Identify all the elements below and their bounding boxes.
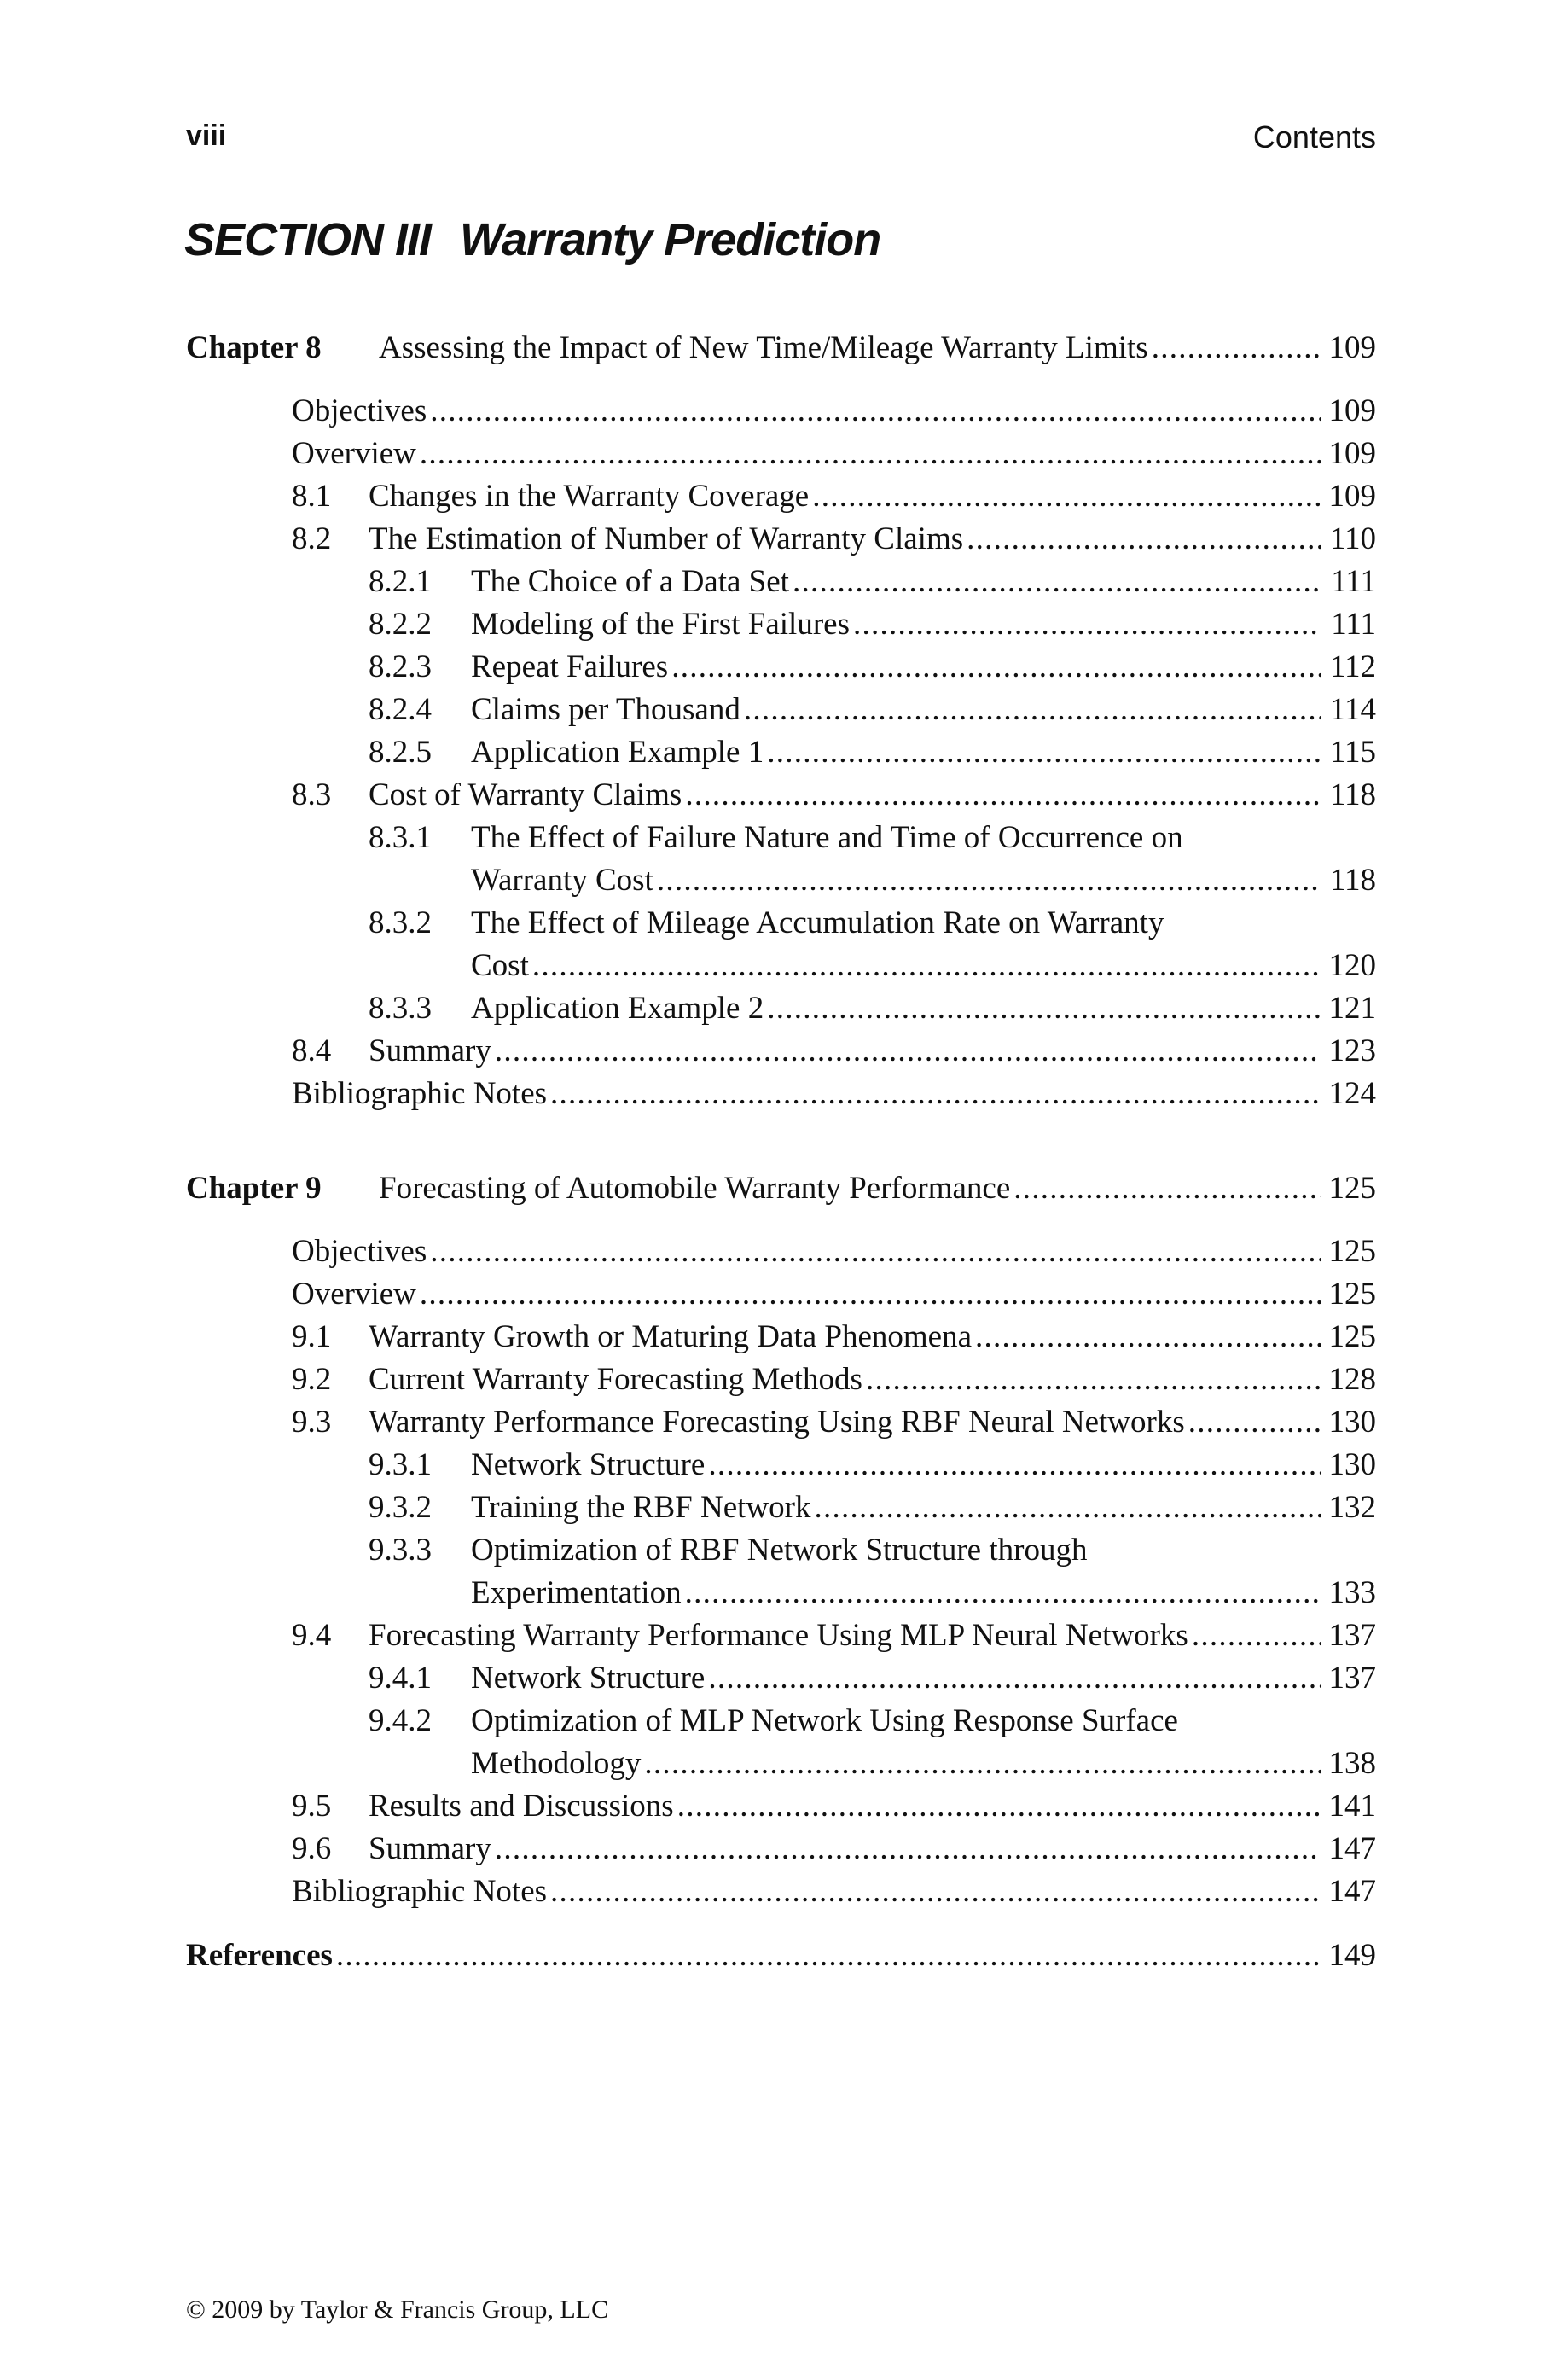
toc-entry-8-2-5[interactable] (186, 731, 1376, 774)
toc-entry-8-4[interactable] (186, 1030, 1376, 1073)
toc-entry-8-3[interactable] (186, 774, 1376, 817)
entry-title: Warranty Performance Forecasting Using RBF Neural Networks (369, 1405, 1185, 1440)
page-number: 115 (1329, 735, 1376, 770)
section-number: 9.4.2 (369, 1703, 432, 1738)
toc-entry-bibliographic-notes[interactable] (186, 1073, 1376, 1115)
entry-title: Application Example 2 (471, 991, 764, 1026)
entry-title: The Effect of Mileage Accumulation Rate on Warranty (471, 905, 1164, 940)
dot-leader (744, 689, 1321, 731)
dot-leader (1192, 1615, 1321, 1657)
page-number: 147 (1328, 1874, 1376, 1909)
entry-title: Application Example 1 (471, 735, 764, 770)
entry-title-continuation: Cost (471, 948, 529, 983)
toc-entry-8-2-1[interactable] (186, 561, 1376, 603)
page-number: 128 (1328, 1362, 1376, 1397)
toc-entry-8-3-2-line1[interactable] (186, 902, 1376, 945)
section-number: 8.3.3 (369, 991, 432, 1026)
toc-entry-8-3-1-line2[interactable] (186, 859, 1376, 902)
table-of-contents (186, 324, 1376, 1977)
section-number: 9.5 (292, 1789, 332, 1824)
entry-title: Overview (292, 1277, 416, 1312)
section-number: 9.1 (292, 1319, 332, 1354)
entry-title: Changes in the Warranty Coverage (369, 479, 810, 514)
dot-leader (420, 1273, 1321, 1316)
page-number: 125 (1328, 1277, 1376, 1312)
chapter-label: Chapter 9 (186, 1171, 322, 1206)
section-number: 8.2.3 (369, 649, 432, 684)
toc-entry-8-3-1-line1[interactable] (186, 817, 1376, 859)
page-number: 125 (1328, 1234, 1376, 1269)
page-number: 118 (1329, 777, 1376, 812)
page-number: 130 (1328, 1405, 1376, 1440)
entry-title: Cost of Warranty Claims (369, 777, 682, 812)
dot-leader (975, 1316, 1321, 1359)
section-number: 8.3.1 (369, 820, 432, 855)
dot-leader (814, 1487, 1321, 1529)
page-number: 112 (1329, 649, 1376, 684)
toc-entry-9-4[interactable] (186, 1615, 1376, 1657)
section-number: 8.2 (292, 521, 332, 556)
toc-entry-overview[interactable] (186, 433, 1376, 475)
dot-leader (495, 1828, 1321, 1871)
entry-title: Network Structure (471, 1447, 706, 1482)
running-head: Contents (1252, 119, 1376, 154)
dot-leader (1188, 1401, 1321, 1444)
entry-title: Forecasting Warranty Performance Using MLP Neural Networks (369, 1618, 1188, 1653)
entry-title: Results and Discussions (369, 1789, 674, 1824)
dot-leader (430, 1231, 1321, 1273)
page-number: 120 (1328, 948, 1376, 983)
dot-leader (767, 731, 1321, 774)
toc-chapter-9[interactable] (186, 1165, 1376, 1212)
toc-entry-8-2[interactable] (186, 518, 1376, 561)
toc-entry-8-2-3[interactable] (186, 646, 1376, 689)
page-number: 124 (1328, 1076, 1376, 1111)
section-number: 9.4.1 (369, 1661, 432, 1696)
dot-leader (708, 1657, 1321, 1700)
section-number: 9.2 (292, 1362, 332, 1397)
section-number: 9.4 (292, 1618, 332, 1653)
toc-entry-9-3-3-line1[interactable] (186, 1529, 1376, 1572)
entry-title: Summary (369, 1033, 491, 1068)
page-folio: viii (186, 119, 227, 152)
toc-entry-8-3-2-line2[interactable] (186, 945, 1376, 987)
toc-entry-9-3-3-line2[interactable] (186, 1572, 1376, 1615)
page-number: 125 (1328, 1319, 1376, 1354)
entry-title-continuation: Warranty Cost (471, 863, 653, 898)
page-number: 109 (1328, 436, 1376, 471)
toc-entry-objectives[interactable] (186, 1231, 1376, 1273)
section-number: 8.2.1 (369, 564, 432, 599)
toc-entry-9-4-1[interactable] (186, 1657, 1376, 1700)
dot-leader (685, 774, 1321, 817)
page-number: 137 (1328, 1618, 1376, 1653)
dot-leader (336, 1935, 1321, 1977)
references-title: References (186, 1938, 333, 1973)
page-number: 138 (1328, 1746, 1376, 1781)
toc-entry-8-3-3[interactable] (186, 987, 1376, 1030)
section-number: 8.1 (292, 479, 332, 514)
dot-leader (550, 1073, 1321, 1115)
entry-title: Claims per Thousand (471, 692, 740, 727)
section-number: 9.3.2 (369, 1490, 432, 1525)
chapter-label: Chapter 8 (186, 330, 322, 365)
page-number: 109 (1328, 330, 1376, 365)
dot-leader (677, 1785, 1321, 1828)
dot-leader (767, 987, 1321, 1030)
section-label: SECTION III (184, 214, 432, 265)
entry-title: Warranty Growth or Maturing Data Phenomena (369, 1319, 973, 1354)
section-title (184, 213, 880, 266)
entry-title: The Choice of a Data Set (471, 564, 789, 599)
page-number: 133 (1328, 1575, 1376, 1610)
page-number: 111 (1331, 607, 1376, 642)
toc-entry-9-3-2[interactable] (186, 1487, 1376, 1529)
toc-entry-overview[interactable] (186, 1273, 1376, 1316)
toc-entry-8-2-4[interactable] (186, 689, 1376, 731)
section-number: 8.3.2 (369, 905, 432, 940)
entry-title: Training the RBF Network (471, 1490, 811, 1525)
dot-leader (532, 945, 1321, 987)
toc-entry-9-4-2-line1[interactable] (186, 1700, 1376, 1743)
entry-title: Bibliographic Notes (292, 1874, 548, 1909)
toc-entry-9-6[interactable] (186, 1828, 1376, 1871)
section-number: 8.2.2 (369, 607, 432, 642)
page-number: 137 (1328, 1661, 1376, 1696)
page-number: 110 (1329, 521, 1376, 556)
page-number: 149 (1328, 1938, 1376, 1973)
entry-title: Objectives (292, 393, 427, 428)
page-header (186, 119, 1376, 162)
section-number: 9.3.3 (369, 1533, 432, 1568)
dot-leader (657, 859, 1321, 902)
chapter-title: Forecasting of Automobile Warranty Performance (379, 1171, 1011, 1206)
page-number: 141 (1328, 1789, 1376, 1824)
dot-leader (708, 1444, 1321, 1487)
page-number: 111 (1331, 564, 1376, 599)
section-number: 8.2.5 (369, 735, 432, 770)
toc-entry-objectives[interactable] (186, 390, 1376, 433)
dot-leader (793, 561, 1321, 603)
section-number: 9.3.1 (369, 1447, 432, 1482)
entry-title: Current Warranty Forecasting Methods (369, 1362, 862, 1397)
entry-title: The Estimation of Number of Warranty Claims (369, 521, 964, 556)
section-number: 8.3 (292, 777, 332, 812)
page-number: 114 (1329, 692, 1376, 727)
dot-leader (644, 1743, 1321, 1785)
toc-entry-9-3[interactable] (186, 1401, 1376, 1444)
page-number: 147 (1328, 1831, 1376, 1866)
entry-title-continuation: Methodology (471, 1746, 642, 1781)
dot-leader (1152, 324, 1321, 371)
page-number: 125 (1328, 1171, 1376, 1206)
dot-leader (1013, 1165, 1321, 1212)
toc-entry-9-1[interactable] (186, 1316, 1376, 1359)
section-number: 9.6 (292, 1831, 332, 1866)
toc-chapter-8[interactable] (186, 324, 1376, 371)
dot-leader (866, 1359, 1321, 1401)
entry-title: Optimization of MLP Network Using Response Surface (471, 1703, 1178, 1738)
dot-leader (671, 646, 1321, 689)
dot-leader (550, 1871, 1321, 1913)
dot-leader (967, 518, 1321, 561)
entry-title: Objectives (292, 1234, 427, 1269)
entry-title: The Effect of Failure Nature and Time of Occurrence on (471, 820, 1183, 855)
toc-entry-9-3-1[interactable] (186, 1444, 1376, 1487)
dot-leader (685, 1572, 1321, 1615)
dot-leader (853, 603, 1321, 646)
copyright-footer: © 2009 by Taylor & Francis Group, LLC (186, 2295, 609, 2324)
toc-references[interactable] (186, 1935, 1376, 1977)
page-number: 130 (1328, 1447, 1376, 1482)
dot-leader (430, 390, 1321, 433)
dot-leader (420, 433, 1321, 475)
section-number: 8.2.4 (369, 692, 432, 727)
dot-leader (495, 1030, 1321, 1073)
entry-title-continuation: Experimentation (471, 1575, 682, 1610)
page-number: 132 (1328, 1490, 1376, 1525)
entry-title: Repeat Failures (471, 649, 669, 684)
section-name: Warranty Prediction (460, 214, 881, 265)
entry-title: Overview (292, 436, 416, 471)
page-number: 118 (1329, 863, 1376, 898)
toc-entry-9-5[interactable] (186, 1785, 1376, 1828)
entry-title: Optimization of RBF Network Structure through (471, 1533, 1088, 1568)
dot-leader (812, 475, 1321, 518)
toc-entry-8-1[interactable] (186, 475, 1376, 518)
toc-entry-9-4-2-line2[interactable] (186, 1743, 1376, 1785)
entry-title: Bibliographic Notes (292, 1076, 548, 1111)
entry-title: Network Structure (471, 1661, 706, 1696)
toc-entry-8-2-2[interactable] (186, 603, 1376, 646)
chapter-title: Assessing the Impact of New Time/Mileage Warranty Limits (379, 330, 1148, 365)
section-number: 9.3 (292, 1405, 332, 1440)
toc-entry-9-2[interactable] (186, 1359, 1376, 1401)
entry-title: Modeling of the First Failures (471, 607, 850, 642)
toc-entry-bibliographic-notes[interactable] (186, 1871, 1376, 1913)
page-number: 109 (1328, 479, 1376, 514)
page-number: 123 (1328, 1033, 1376, 1068)
entry-title: Summary (369, 1831, 491, 1866)
page-number: 109 (1328, 393, 1376, 428)
page-number: 121 (1328, 991, 1376, 1026)
section-number: 8.4 (292, 1033, 332, 1068)
